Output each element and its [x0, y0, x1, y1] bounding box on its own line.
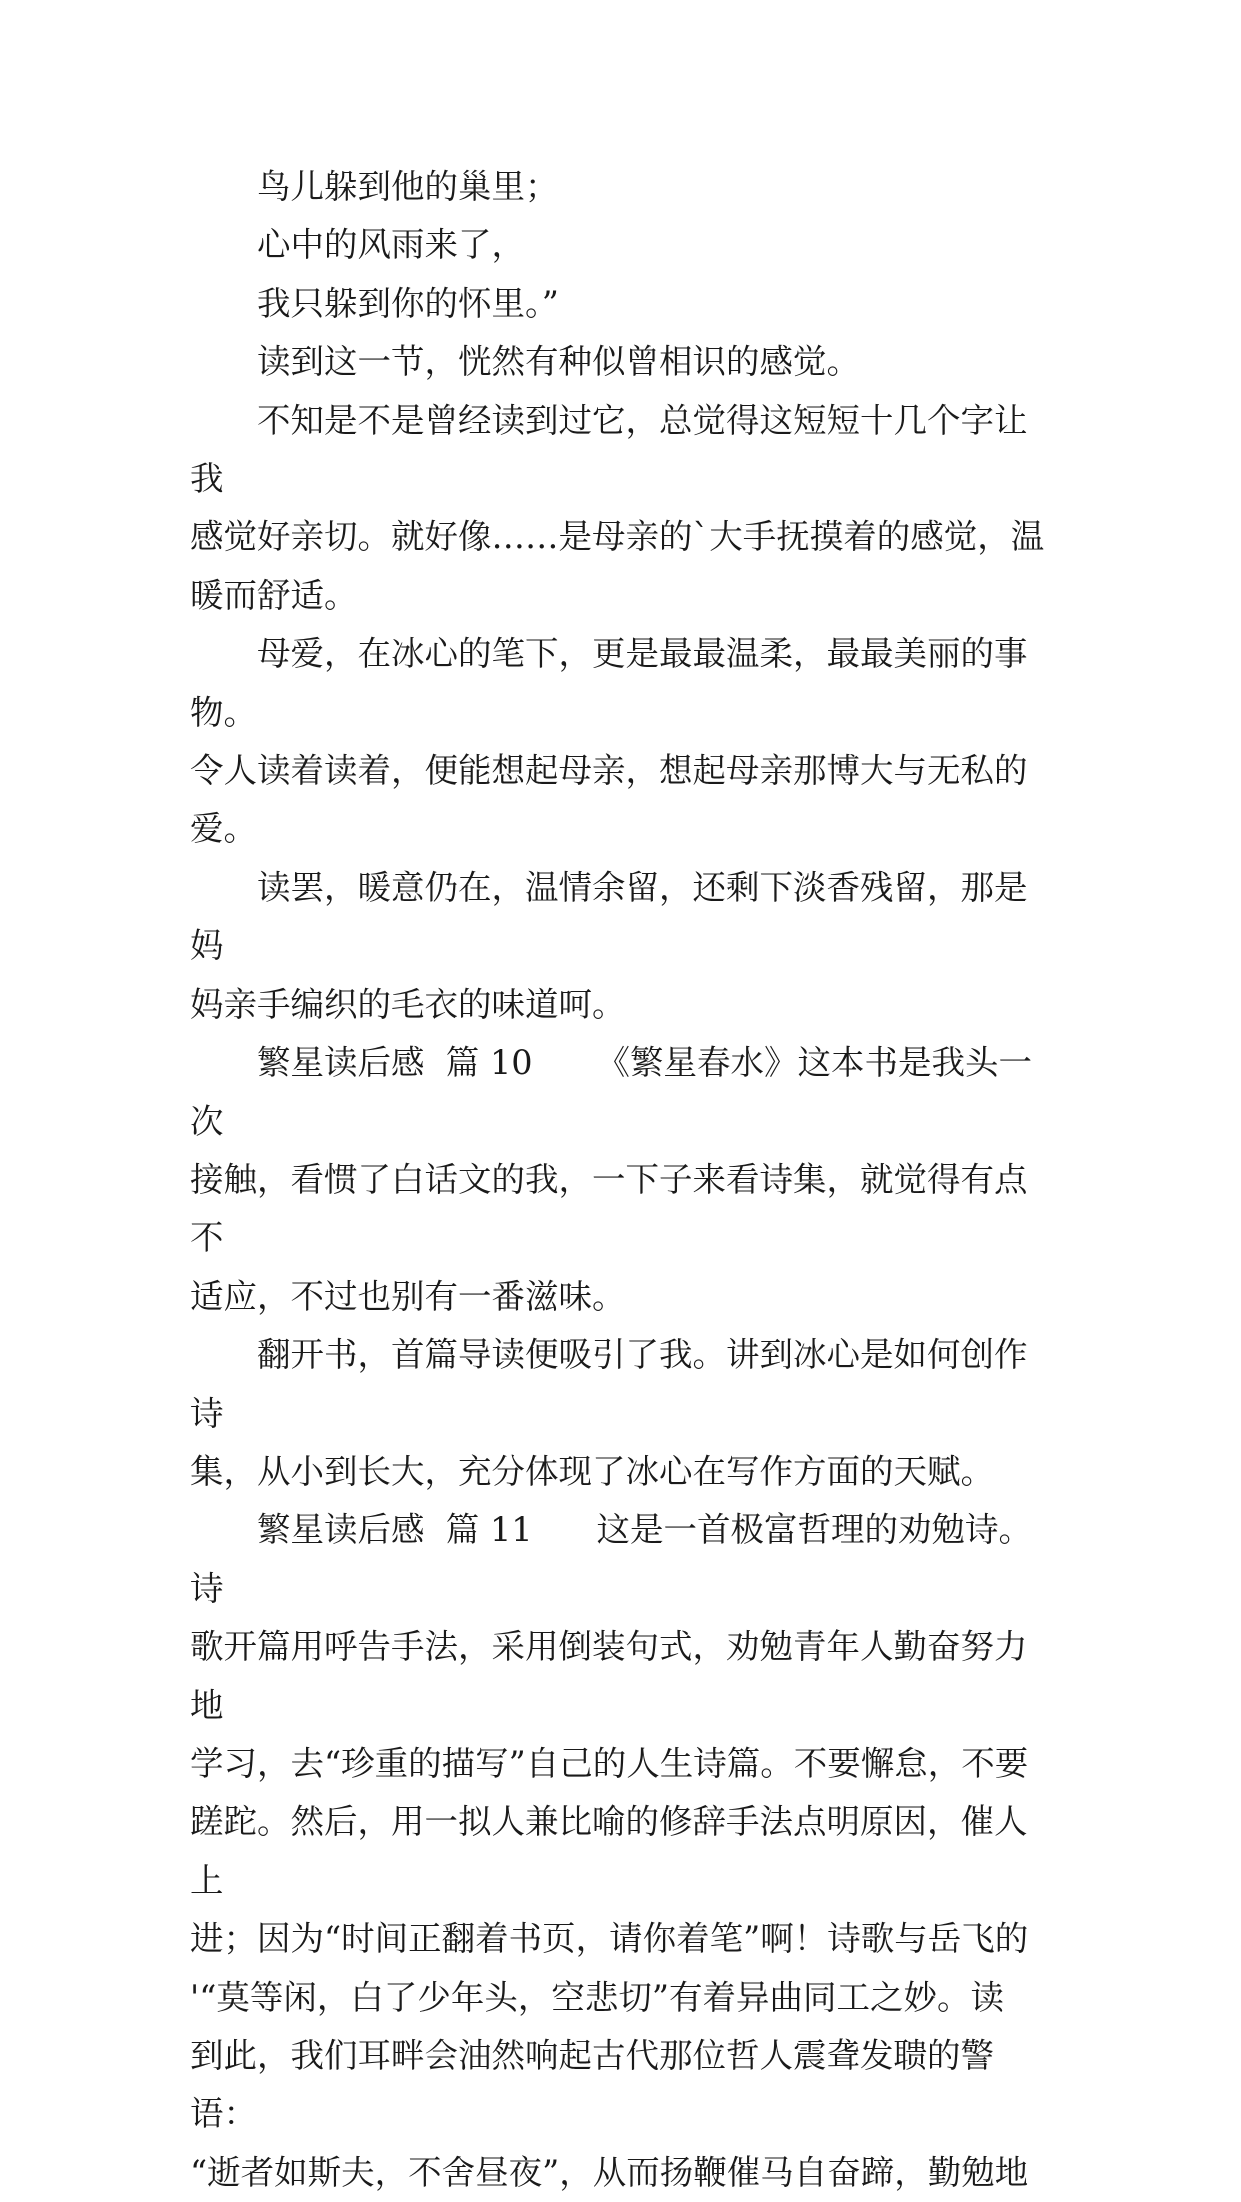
section-heading-line: 繁星读后感 篇 11 这是一首极富哲理的劝勉诗。诗	[190, 1510, 1032, 1608]
text-line: 学习，去“珍重的描写”自己的人生诗篇。不要懈怠，不要	[190, 1743, 1029, 1783]
text-line: 读罢，暖意仍在，温情余留，还剩下淡香残留，那是妈	[190, 867, 1028, 966]
text-line: 读到这一节，恍然有种似曾相识的感觉。	[257, 342, 860, 382]
text-line: 心中的风雨来了，	[257, 225, 525, 265]
text-line: 适应，不过也别有一番滋味。	[190, 1276, 626, 1316]
text-line: 接触，看惯了白话文的我，一下子来看诗集，就觉得有点不	[190, 1159, 1028, 1258]
text-line: 不知是不是曾经读到过它，总觉得这短短十几个字让我	[190, 400, 1028, 499]
text-line: 进；因为“时间正翻着书页，请你着笔”啊！诗歌与岳飞的	[190, 1919, 1029, 1959]
text-line: 感觉好亲切。就好像……是母亲的`大手抚摸着的感觉，温	[190, 517, 1045, 557]
text-line: 令人读着读着，便能想起母亲，想起母亲那博大与无私的爱。	[190, 751, 1028, 849]
text-line: 暖而舒适。	[190, 575, 358, 615]
text-line: '“莫等闲，白了少年头，空悲切”有着异曲同工之妙。读	[190, 1977, 1004, 2017]
text-line: 我只躲到你的怀里。”	[257, 283, 559, 323]
text-line: 蹉跎。然后，用一拟人兼比喻的修辞手法点明原因，催人上	[190, 1802, 1028, 1900]
text-line: 集，从小到长大，充分体现了冰心在写作方面的天赋。	[190, 1451, 994, 1491]
text-line: 鸟儿躲到他的巢里；	[257, 167, 559, 206]
text-line: 母爱，在冰心的笔下，更是最最温柔，最最美丽的事物。	[190, 634, 1028, 732]
text-line: 到此，我们耳畔会油然响起古代那位哲人震聋发聩的警语：	[190, 2036, 994, 2134]
text-line: 妈亲手编织的毛衣的味道呵。	[190, 984, 626, 1024]
section-heading-line: 繁星读后感 篇 10 《繁星春水》这本书是我头一次	[190, 1043, 1032, 1141]
text-line: 歌开篇用呼告手法，采用倒装句式，劝勉青年人勤奋努力地	[190, 1627, 1028, 1725]
text-line: 翻开书，首篇导读便吸引了我。讲到冰心是如何创作诗	[190, 1335, 1028, 1433]
text-line: “逝者如斯夫，不舍昼夜”，从而扬鞭催马自奋蹄，勤勉地	[190, 2152, 1029, 2192]
body-text	[190, 158, 1060, 2202]
